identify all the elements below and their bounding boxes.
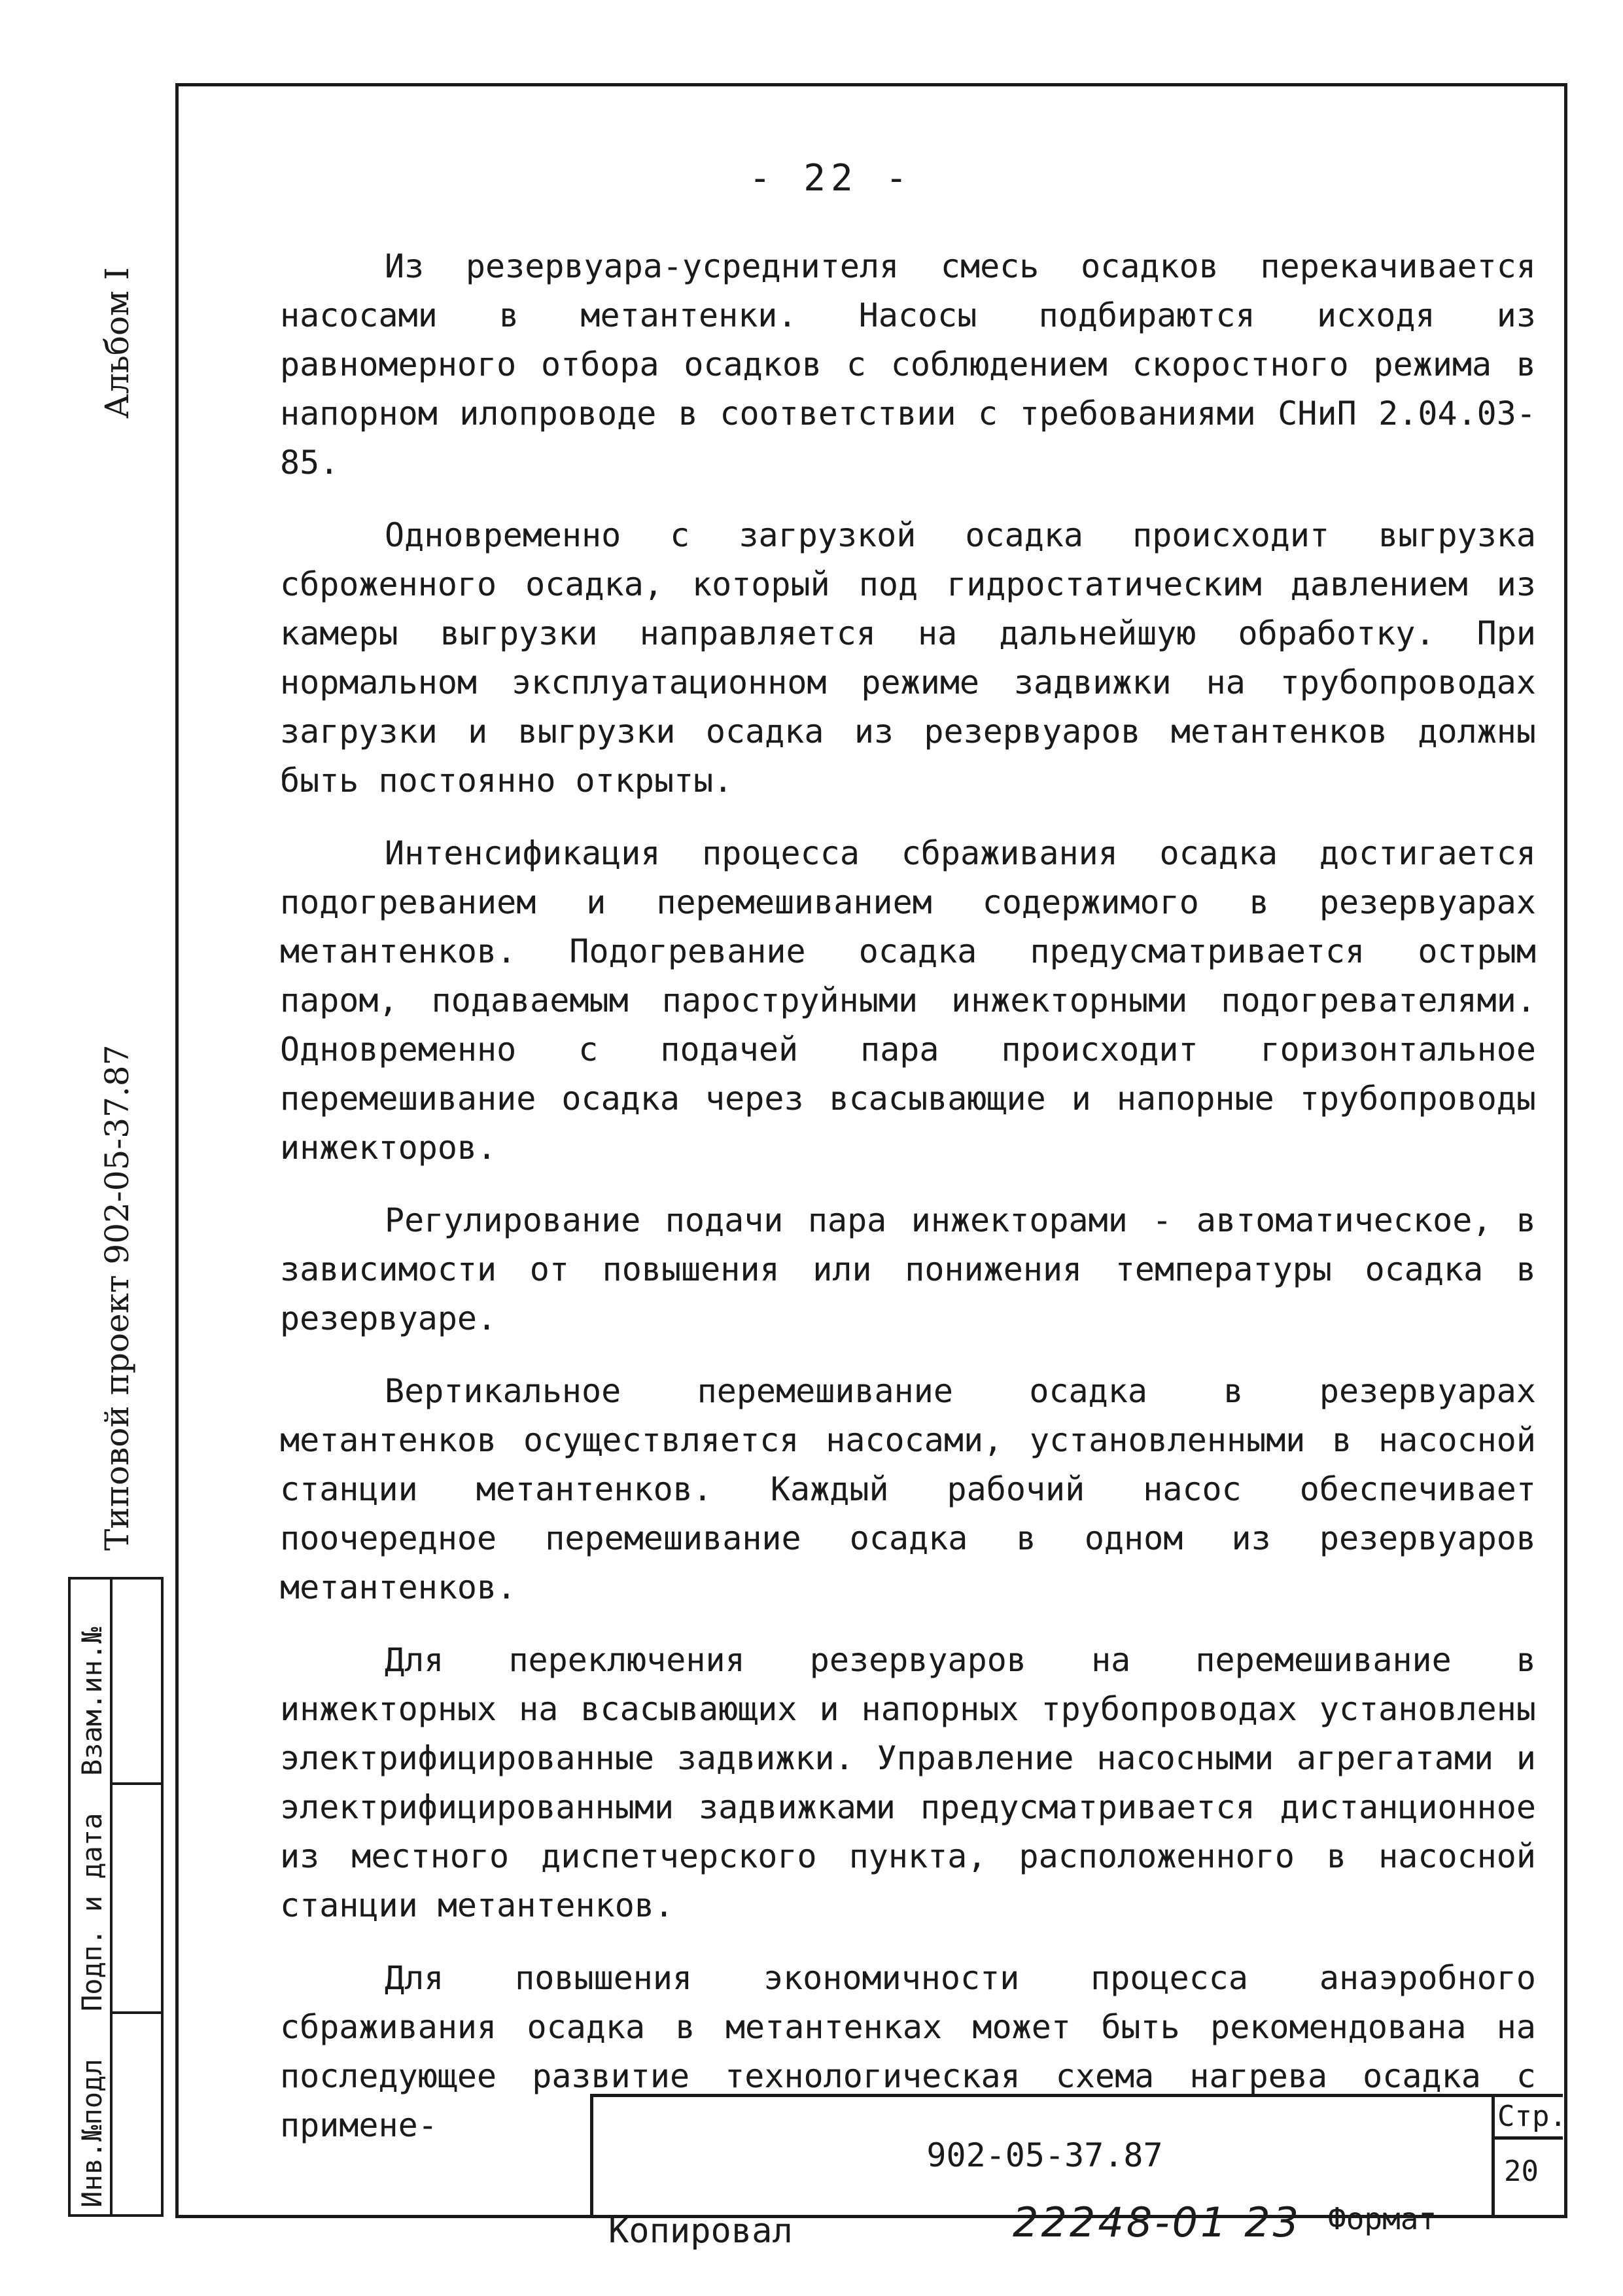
sheet-column <box>1492 2097 1567 2215</box>
stamp-cell-inv-podl <box>71 2011 110 2214</box>
side-album-label: Альбом I <box>98 267 136 419</box>
paragraph: Для повышения экономичности процесса анаэробного сбраживания осадка в метантенках может быть рекомендована на последующее развитие технологическая схема нагрева осадка с примене- <box>280 1959 1536 2144</box>
stamp-cell-inv-zam <box>71 1580 110 1782</box>
stamp-inv-podl-label: Инв.№подл <box>76 2058 108 2208</box>
paragraph: Регулирование подачи пара инжекторами - автоматическое, в зависимости от повышения или понижения температуры осадка в резервуаре. <box>280 1201 1536 1337</box>
footer-format: Формат <box>1328 2201 1437 2236</box>
body-text <box>280 242 1536 2174</box>
paragraph: Вертикальное перемешивание осадка в резервуарах метантенков осуществляется насосами, установленными в насосной станции метантенков. Каждый рабочий насос обеспечивает поочередное перемешивание осадка в одном из резервуаров метантенков. <box>280 1372 1536 1606</box>
stamp-separator <box>110 1782 161 1785</box>
paragraph: Для переключения резервуаров на перемешивание в инжекторных на всасывающих и напорных трубопроводах установлены электрифицированные задвижки. Управление насосными агрегатами и электрифицированными задвижками предусматривается дистанционное из местного диспетчерского пункта, расположенного в насосной станции метантенков. <box>280 1641 1536 1924</box>
stamp-cell-sign-date <box>71 1782 110 2011</box>
paragraph: Из резервуара-усреднителя смесь осадков перекачивается насосами в метантенки. Насосы подбираются исходя из равномерного отбора осадков с соблюдением скоростного режима в напорном илопроводе в соответствии с требованиями СНиП 2.04.03-85. <box>280 247 1536 482</box>
paragraph: Одновременно с загрузкой осадка происходит выгрузка сброженного осадка, который под гидростатическим давлением из камеры выгрузки направляется на дальнейшую обработку. При нормальном эксплуатационном режиме задвижки на трубопроводах загрузки и выгрузки осадка из резервуаров метантенков должны быть постоянно открыты. <box>280 516 1536 800</box>
sheet-number: 20 <box>1504 2155 1539 2188</box>
stamp-inv-zam-label: Взам.ин.№ <box>76 1627 108 1776</box>
stamp-divider <box>110 1580 113 2214</box>
stamp-separator <box>110 2011 161 2014</box>
page-number: - 22 - <box>748 157 913 200</box>
side-project-label: Типовой проект 902-05-37.87 <box>98 1044 136 1551</box>
footer-order-number: 22248-01 23 <box>1013 2199 1302 2246</box>
paragraph: Интенсификация процесса сбраживания осадка достигается подогреванием и перемешиванием содержимого в резервуарах метантенков. Подогревание осадка предусматривается острым паром, подаваемым пароструйными инжекторными подогревателями. Одновременно с подачей пара происходит горизонтальное перемешивание осадка через всасывающие и напорные трубопроводы инжекторов. <box>280 834 1536 1167</box>
stamp-sign-date-label: Подп. и дата <box>76 1812 108 2011</box>
title-block <box>590 2094 1567 2215</box>
footer-copied: Копировал <box>608 2212 793 2251</box>
stamp-strip <box>68 1577 164 2217</box>
sheet-label: Стр. <box>1497 2100 1567 2133</box>
sheet-divider <box>1495 2136 1563 2140</box>
document-code: 902-05-37.87 <box>926 2136 1163 2174</box>
